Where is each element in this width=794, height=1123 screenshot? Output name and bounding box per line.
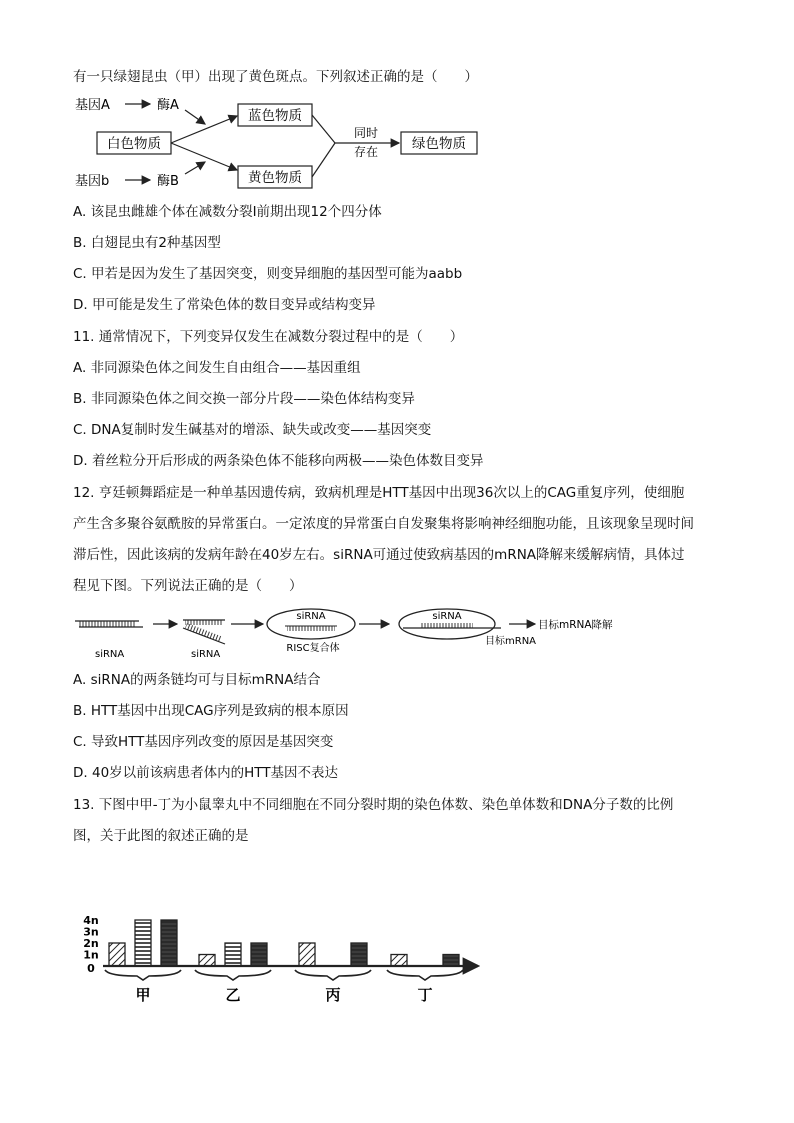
arrow-enzyme-b: [185, 162, 205, 174]
group-bracket: [295, 970, 371, 980]
bar-甲-horizontal-stripes: [135, 920, 151, 966]
risc-strand-bases: [287, 626, 335, 631]
q12-option-b: B. HTT基因中出现CAG序列是致病的根本原因: [73, 703, 349, 719]
y-tick-label: 4n: [83, 914, 99, 927]
q12-stem-line-3: 滞后性，因此该病的发病年龄在40岁左右。siRNA可通过使致病基因的mRNA降解来缓解病情，具体过: [73, 547, 685, 563]
sirna-label-2: siRNA: [191, 649, 221, 660]
category-label: 乙: [225, 986, 241, 1004]
sirna-label-4: siRNA: [432, 611, 462, 622]
y-tick-label: 0: [87, 962, 95, 975]
gene-a-label: 基因A: [75, 98, 110, 113]
q13-stem-line-1: 13. 下图中甲-丁为小鼠睾丸中不同细胞在不同分裂时期的染色体数、染色单体数和DNA分子数的比例: [73, 797, 674, 813]
bar-丁-solid-dark: [443, 955, 459, 967]
bar-甲-diagonal-hatch: [109, 943, 125, 966]
white-substance: 白色物质: [107, 136, 161, 152]
merge-line-yellow: [312, 143, 335, 177]
bar-丙-solid-dark: [351, 943, 367, 966]
bar-丙-diagonal-hatch: [299, 943, 315, 966]
q12-option-d: D. 40岁以前该病患者体内的HTT基因不表达: [73, 765, 339, 781]
category-label: 甲: [135, 986, 151, 1004]
q11-option-b: B. 非同源染色体之间交换一部分片段——染色体结构变异: [73, 391, 415, 407]
target-bases: [421, 623, 473, 628]
category-label: 丁: [417, 986, 433, 1004]
sirna-separating-icon: [183, 620, 225, 644]
bar-乙-solid-dark: [251, 943, 267, 966]
q13-bar-chart: [73, 862, 493, 1012]
bar-乙-horizontal-stripes: [225, 943, 241, 966]
bar-丁-diagonal-hatch: [391, 955, 407, 967]
q12-option-a: A. siRNA的两条链均可与目标mRNA结合: [73, 672, 321, 688]
q11-option-c: C. DNA复制时发生碱基对的增添、缺失或改变——基因突变: [73, 422, 432, 438]
y-tick-label: 3n: [83, 925, 99, 939]
q12-stem-line-4: 程见下图。下列说法正确的是（ ）: [73, 578, 303, 594]
q12-sirna-diagram: [73, 604, 633, 664]
q11-option-a: A. 非同源染色体之间发生自由组合——基因重组: [73, 360, 361, 376]
group-bracket: [105, 970, 181, 980]
bar-乙-diagonal-hatch: [199, 955, 215, 967]
arrow-white-to-blue: [171, 116, 237, 143]
q10-pathway-diagram: [73, 92, 493, 194]
enzyme-b-label: 酶B: [157, 174, 179, 189]
y-tick-label: 2n: [83, 937, 99, 950]
green-substance: 绿色物质: [412, 136, 466, 152]
yellow-substance: 黄色物质: [248, 170, 302, 186]
q12-stem-line-2: 产生含多聚谷氨酰胺的异常蛋白。一定浓度的异常蛋白自发聚集将影响神经细胞功能，且该现象呈现时间: [73, 516, 694, 532]
arrow-white-to-yellow: [171, 143, 237, 170]
blue-substance: 蓝色物质: [248, 108, 302, 124]
q11-stem: 11. 通常情况下，下列变异仅发生在减数分裂过程中的是（ ）: [73, 329, 464, 345]
degrade-label: 目标mRNA降解: [538, 619, 613, 631]
sirna-duplex-icon: [75, 621, 143, 627]
sirna-label-1: siRNA: [95, 649, 125, 660]
y-tick-label: 1n: [83, 948, 99, 962]
q12-option-c: C. 导致HTT基因序列改变的原因是基因突变: [73, 734, 334, 750]
bar-甲-solid-dark: [161, 920, 177, 966]
q13-stem-line-2: 图，关于此图的叙述正确的是: [73, 828, 249, 844]
q10-option-a: A. 该昆虫雌雄个体在减数分裂Ⅰ前期出现12个四分体: [73, 204, 382, 220]
coexist-label-2: 存在: [353, 145, 379, 159]
q11-option-d: D. 着丝粒分开后形成的两条染色体不能移向两极——染色体数目变异: [73, 453, 484, 469]
target-mrna-label: 目标mRNA: [485, 636, 537, 647]
arrow-enzyme-a: [185, 110, 205, 124]
q10-stem: 有一只绿翅昆虫（甲）出现了黄色斑点。下列叙述正确的是（ ）: [73, 69, 478, 85]
q10-option-c: C. 甲若是因为发生了基因突变，则变异细胞的基因型可能为aabb: [73, 266, 463, 282]
category-label: 丙: [325, 986, 341, 1004]
enzyme-a-label: 酶A: [157, 98, 179, 113]
group-bracket: [387, 970, 463, 980]
coexist-label-1: 同时: [353, 126, 379, 140]
merge-line-blue: [312, 115, 335, 143]
sirna-label-3: siRNA: [296, 611, 326, 622]
gene-b-label: 基因b: [75, 174, 110, 189]
q10-option-b: B. 白翅昆虫有2种基因型: [73, 235, 221, 251]
q10-option-d: D. 甲可能是发生了常染色体的数目变异或结构变异: [73, 297, 376, 313]
q12-stem-line-1: 12. 亨廷顿舞蹈症是一种单基因遗传病，致病机理是HTT基因中出现36次以上的CAG重复序列，使细胞: [73, 485, 685, 501]
group-bracket: [195, 970, 271, 980]
risc-label: RISC复合体: [286, 643, 340, 654]
